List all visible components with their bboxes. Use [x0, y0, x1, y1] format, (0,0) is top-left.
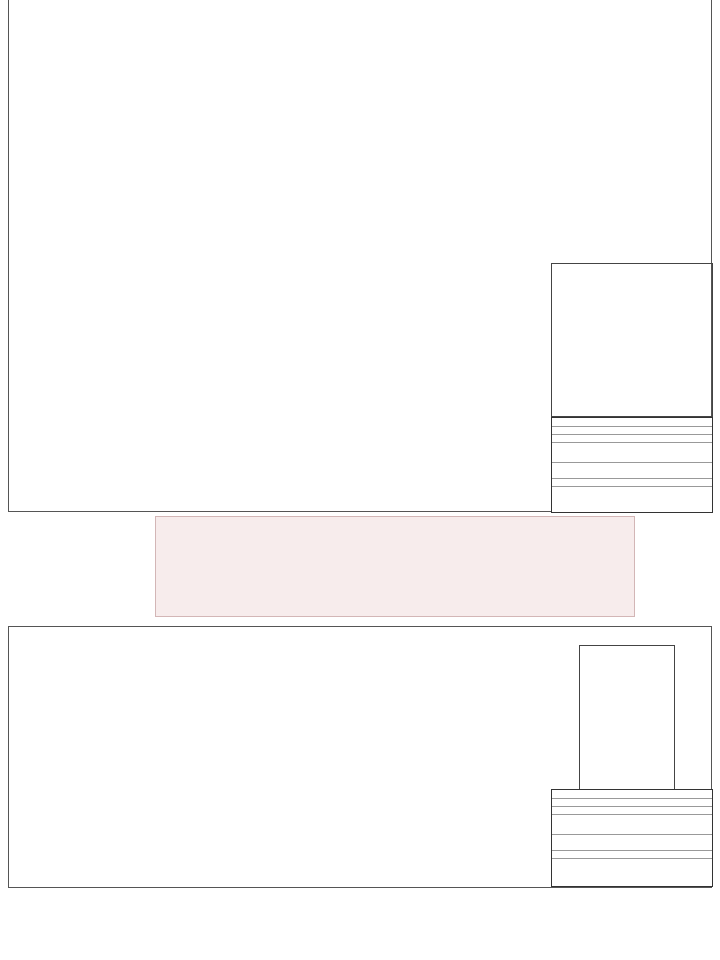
drawing-sheet-top [8, 0, 712, 512]
key-plan-grid [552, 264, 710, 414]
drawing-sheet-bottom [8, 626, 712, 888]
title-block [551, 789, 713, 887]
key-plan-grid [580, 646, 672, 788]
title-block [551, 417, 713, 513]
key-plan [579, 645, 675, 791]
title-banner [155, 516, 635, 617]
key-plan [551, 263, 713, 417]
